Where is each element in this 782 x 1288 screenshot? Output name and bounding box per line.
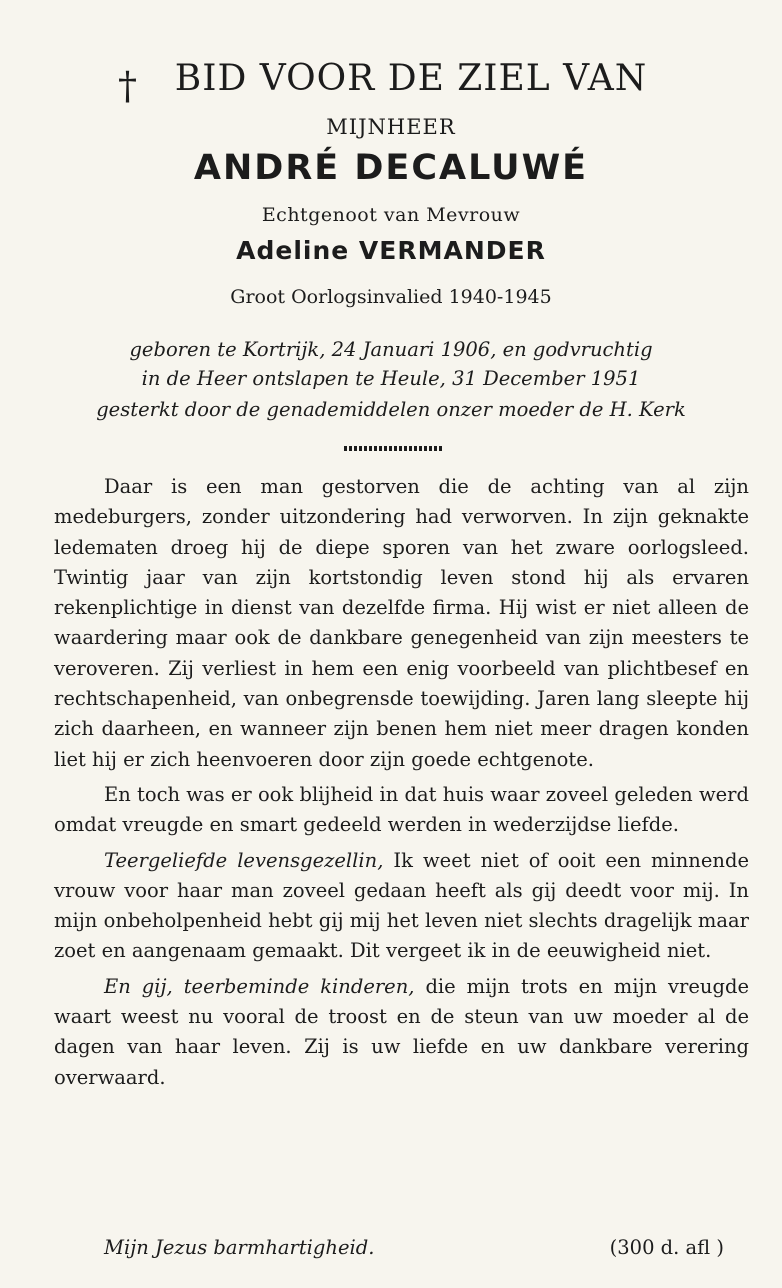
sacrament-line: gesterkt door de genademiddelen onzer moeder de H. Kerk [96,398,686,421]
deceased-name: ANDRÉ DECALUWÉ [193,148,589,188]
indulgence-note: (300 d. afl ) [609,1236,724,1259]
eulogy-paragraph: En toch was er ook blijheid in dat huis waar zoveel geleden werd omdat vreugde en smart gedeeld werden in wederzijdse liefde. [54,782,749,837]
spouse-intro: Echtgenoot van Mevrouw [261,204,521,226]
eulogy-paragraph: Teergeliefde levensgezellin, Ik weet niet of ooit een minnende vrouw voor haar man zoveel gedaan heeft als gij deedt voor mij. In mijn onbeholpenheid hebt gij mij het leven niet slechts dragelijk maar zoet en aangenaam gemaakt. Dit vergeet ik in de eeuwigheid niet. [54,848,749,963]
ornamental-divider [344,446,444,451]
death-line: in de Heer ontslapen te Heule, 31 December 1951 [141,367,641,390]
eulogy-paragraph: Daar is een man gestorven die de achting van al zijn medeburgers, zonder uitzondering had verworven. In zijn geknakte ledematen droeg hij de diepe sporen van het zware oorlogsleed. Twintig jaar van zijn kortstondig leven stond hij als ervaren rekenplichtige in dienst van dezelfde firma. Hij wist er niet alleen de waardering maar ook de dankbare genegenheid van zijn meesters te veroveren. Zij verliest in hem een enig voorbeeld van plichtbesef en rechtschapenheid, van onbegrensde toewijding. Jaren lang sleepte hij zich daarheen, en wanneer zijn benen hem niet meer dragen konden liet hij er zich heenvoeren door zijn goede echtgenote. [54,475,749,771]
card-title: BID VOOR DE ZIEL VAN [174,58,648,99]
cross-icon: † [118,64,137,108]
eulogy-paragraph: En gij, teerbeminde kinderen, die mijn trots en mijn vreugde waart weest nu vooral de troost en de steun van uw moeder al de dagen van haar leven. Zij is uw liefde en uw dankbare verering overwaard. [54,974,749,1089]
closing-prayer: Mijn Jezus barmhartigheid. [104,1236,375,1259]
honorific: MIJNHEER [326,115,456,139]
birth-line: geboren te Kortrijk, 24 Januari 1906, en godvruchtig [129,338,653,361]
eulogy-text [54,472,749,1093]
spouse-name: Adeline VERMANDER [236,236,546,265]
invalid-note: Groot Oorlogsinvalied 1940-1945 [230,286,552,308]
